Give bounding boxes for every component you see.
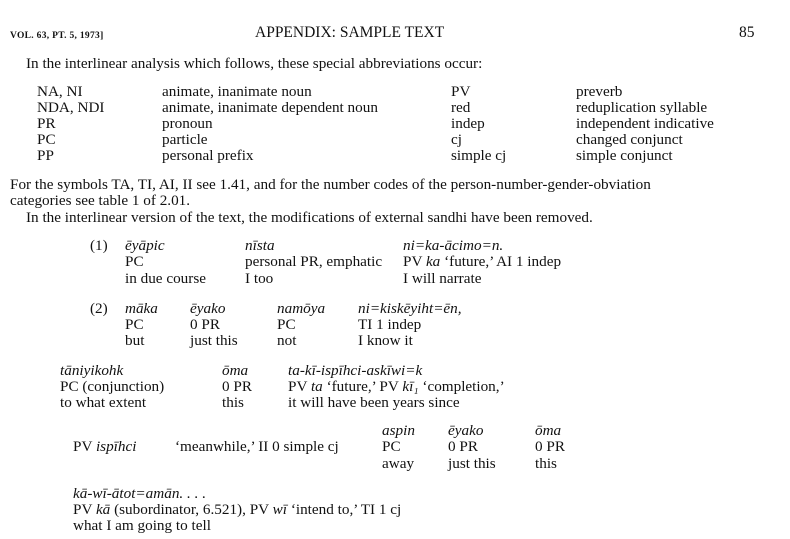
symbols-paragraph-line2: categories see table 1 of 2.01.	[10, 192, 191, 209]
symbols-paragraph-line1: For the symbols TA, TI, AI, II see 1.41, and for the number codes of the person-number-gender-obviation	[10, 176, 651, 193]
abbrev-meaning: personal prefix	[162, 147, 254, 164]
word-gloss: ‘meanwhile,’ II 0 simple cj	[175, 438, 339, 455]
abbrev-code: PR	[37, 115, 56, 132]
word-translation: not	[277, 332, 297, 349]
abbrev-code: NA, NI	[37, 83, 83, 100]
gloss-part: ta	[310, 378, 323, 395]
cree-word: ēyako	[448, 422, 484, 439]
abbrev-meaning: animate, inanimate noun	[162, 83, 312, 100]
abbrev-meaning: particle	[162, 131, 208, 148]
abbrev-meaning: changed conjunct	[576, 131, 683, 148]
word-translation: just this	[448, 455, 496, 472]
cree-word: māka	[125, 300, 158, 317]
word-gloss: 0 PR	[535, 438, 565, 455]
word-translation: this	[222, 394, 244, 411]
cree-word: ni=ka-ācimo=n.	[403, 237, 504, 254]
cree-word: ēyāpic	[125, 237, 165, 254]
sandhi-paragraph: In the interlinear version of the text, the modifications of external sandhi have been removed.	[26, 209, 593, 226]
abbrev-meaning: preverb	[576, 83, 623, 100]
word-gloss: PC	[277, 316, 296, 333]
cree-word: tāniyikohk	[60, 362, 124, 379]
word-gloss: PC	[382, 438, 401, 455]
example-number: (1)	[90, 237, 108, 254]
gloss-part: kī₁	[402, 378, 419, 395]
abbrev-code: red	[451, 99, 471, 116]
word-translation: it will have been years since	[288, 394, 460, 411]
word-gloss: 0 PR	[222, 378, 252, 395]
abbrev-code: cj	[451, 131, 462, 148]
abbrev-code: PC	[37, 131, 56, 148]
gloss-part: PV	[73, 438, 96, 455]
intro-text: In the interlinear analysis which follows, these special abbreviations occur:	[26, 55, 483, 72]
word-gloss: PC (conjunction)	[60, 378, 165, 395]
abbrev-meaning: animate, inanimate dependent noun	[162, 99, 378, 116]
abbrev-code: PV	[451, 83, 471, 100]
word-gloss: TI 1 indep	[358, 316, 422, 333]
word-gloss: 0 PR	[448, 438, 478, 455]
gloss-part: ‘future,’ AI 1 indep	[440, 253, 562, 270]
gloss-part: ispīhci	[95, 438, 137, 455]
example-number: (2)	[90, 300, 108, 317]
cree-word: ōma	[535, 422, 562, 439]
cree-word: ēyako	[190, 300, 226, 317]
abbrev-code: indep	[451, 115, 485, 132]
gloss-part: kā	[95, 501, 111, 518]
cree-word: nīsta	[245, 237, 275, 254]
abbrev-meaning: reduplication syllable	[576, 99, 708, 116]
word-translation: what I am going to tell	[73, 517, 211, 534]
word-gloss: PC	[125, 253, 144, 270]
cree-word: ni=kiskēyiht=ēn,	[358, 300, 462, 317]
word-translation: in due course	[125, 270, 206, 287]
cree-word: kā-wī-ātot=amān. . . .	[73, 485, 207, 502]
abbrev-meaning: pronoun	[162, 115, 213, 132]
volume-info: VOL. 63, PT. 5, 1973]	[10, 31, 104, 41]
abbrev-code: NDA, NDI	[37, 99, 105, 116]
word-translation: I know it	[358, 332, 413, 349]
word-gloss: personal PR, emphatic	[245, 253, 383, 270]
abbrev-meaning: simple conjunct	[576, 147, 673, 164]
abbrev-meaning: independent indicative	[576, 115, 714, 132]
cree-word: ōma	[222, 362, 249, 379]
word-translation: this	[535, 455, 557, 472]
abbrev-code: PP	[37, 147, 54, 164]
gloss-part: ‘future,’ PV	[322, 378, 403, 395]
word-translation: I will narrate	[403, 270, 482, 287]
page-number: 85	[739, 24, 755, 41]
gloss-part: ‘completion,’	[418, 378, 505, 395]
word-gloss	[73, 501, 401, 518]
cree-word: ta-kī-ispīhci-askīwi=k	[288, 362, 423, 379]
word-translation: but	[125, 332, 145, 349]
abbrev-code: simple cj	[451, 147, 507, 164]
word-gloss	[403, 253, 561, 270]
page-title: APPENDIX: SAMPLE TEXT	[255, 24, 445, 41]
gloss-part: (subordinator, 6.521), PV	[110, 501, 273, 518]
word-gloss	[73, 438, 136, 455]
word-gloss	[288, 378, 505, 395]
gloss-part: ka	[425, 253, 441, 270]
cree-word: aspin	[382, 422, 415, 439]
gloss-part: PV	[403, 253, 426, 270]
gloss-part: wī	[272, 501, 288, 518]
word-translation: away	[382, 455, 415, 472]
cree-word: namōya	[277, 300, 326, 317]
gloss-part: PV	[288, 378, 311, 395]
word-translation: I too	[245, 270, 274, 287]
word-translation: to what extent	[60, 394, 147, 411]
word-gloss: PC	[125, 316, 144, 333]
word-gloss: 0 PR	[190, 316, 220, 333]
gloss-part: PV	[73, 501, 96, 518]
word-translation: just this	[190, 332, 238, 349]
gloss-part: ‘intend to,’ TI 1 cj	[287, 501, 402, 518]
